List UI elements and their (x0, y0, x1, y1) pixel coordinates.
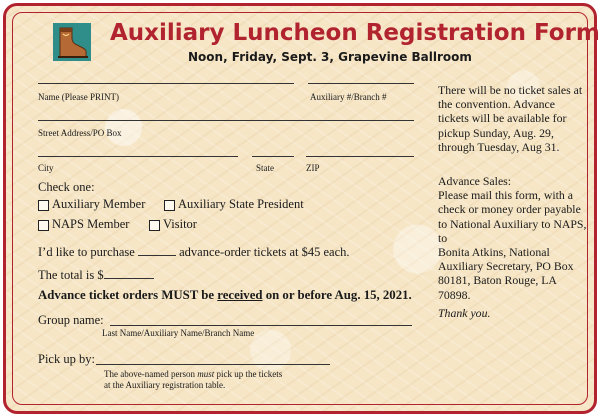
advance-sales-heading: Advance Sales: (438, 174, 512, 188)
pickup-note-line1 (104, 369, 282, 379)
total-label: The total is $ (38, 268, 104, 282)
auxiliary-member-label: Auxiliary Member (52, 197, 146, 211)
pickup-note-line2: at the Auxiliary registration table. (104, 380, 226, 390)
auxiliary-branch-field[interactable] (308, 83, 414, 84)
state-label: State (256, 163, 274, 173)
pickup-note-must: must (197, 369, 215, 379)
state-president-label: Auxiliary State President (178, 197, 304, 211)
purchase-suffix: advance-order tickets at $45 each. (179, 245, 350, 259)
sidebar-ticket-info: There will be no ticket sales at the convention. Advance tickets will be available for pickup Sunday, Aug. 29, through Tuesday, Aug 31. (438, 83, 583, 154)
state-president-checkbox[interactable] (164, 200, 175, 211)
name-label: Name (Please PRINT) (38, 92, 119, 102)
total-field[interactable] (104, 266, 154, 279)
deadline-notice (38, 288, 412, 303)
advance-sales-body: Please mail this form, with a check or money order payable to National Auxiliary to NAPS, to (438, 188, 587, 245)
form-title: Auxiliary Luncheon Registration Form (110, 20, 600, 46)
pickup-field[interactable] (96, 364, 330, 365)
sidebar-thanks: Thank you. (438, 306, 491, 320)
group-name-label: Group name: (38, 313, 104, 327)
name-field[interactable] (38, 83, 294, 84)
naps-member-label: NAPS Member (52, 217, 130, 231)
total-line (38, 266, 154, 283)
purchase-line (38, 243, 350, 260)
pickup-note-1a: The above-named person (104, 369, 195, 379)
cowboy-boot-icon (52, 22, 92, 62)
deadline-suffix: on or before Aug. 15, 2021. (265, 288, 412, 302)
form-subtitle: Noon, Friday, Sept. 3, Grapevine Ballroom (188, 50, 472, 64)
state-field[interactable] (252, 156, 294, 157)
zip-label: ZIP (306, 163, 320, 173)
auxiliary-member-checkbox[interactable] (38, 200, 49, 211)
street-address-field[interactable] (38, 120, 414, 121)
city-label: City (38, 163, 54, 173)
visitor-checkbox[interactable] (149, 220, 160, 231)
ticket-count-field[interactable] (138, 243, 176, 256)
street-address-label: Street Address/PO Box (38, 128, 122, 138)
pickup-note-1c: pick up the tickets (216, 369, 283, 379)
naps-member-checkbox[interactable] (38, 220, 49, 231)
group-name-field[interactable] (110, 325, 412, 326)
auxiliary-branch-label: Auxiliary #/Branch # (310, 92, 387, 102)
advance-sales-address: Bonita Atkins, National Auxiliary Secretary, PO Box 80181, Baton Rouge, LA 70898. (438, 245, 574, 302)
visitor-label: Visitor (163, 217, 197, 231)
group-name-sublabel: Last Name/Auxiliary Name/Branch Name (102, 328, 255, 338)
purchase-prefix: I’d like to purchase (38, 245, 135, 259)
city-field[interactable] (38, 156, 238, 157)
deadline-underlined: received (217, 288, 263, 302)
zip-field[interactable] (306, 156, 414, 157)
check-one-label: Check one: (38, 180, 95, 194)
deadline-prefix: Advance ticket orders MUST be (38, 288, 215, 302)
sidebar-advance-sales (438, 174, 588, 302)
pickup-label: Pick up by: (38, 352, 95, 366)
